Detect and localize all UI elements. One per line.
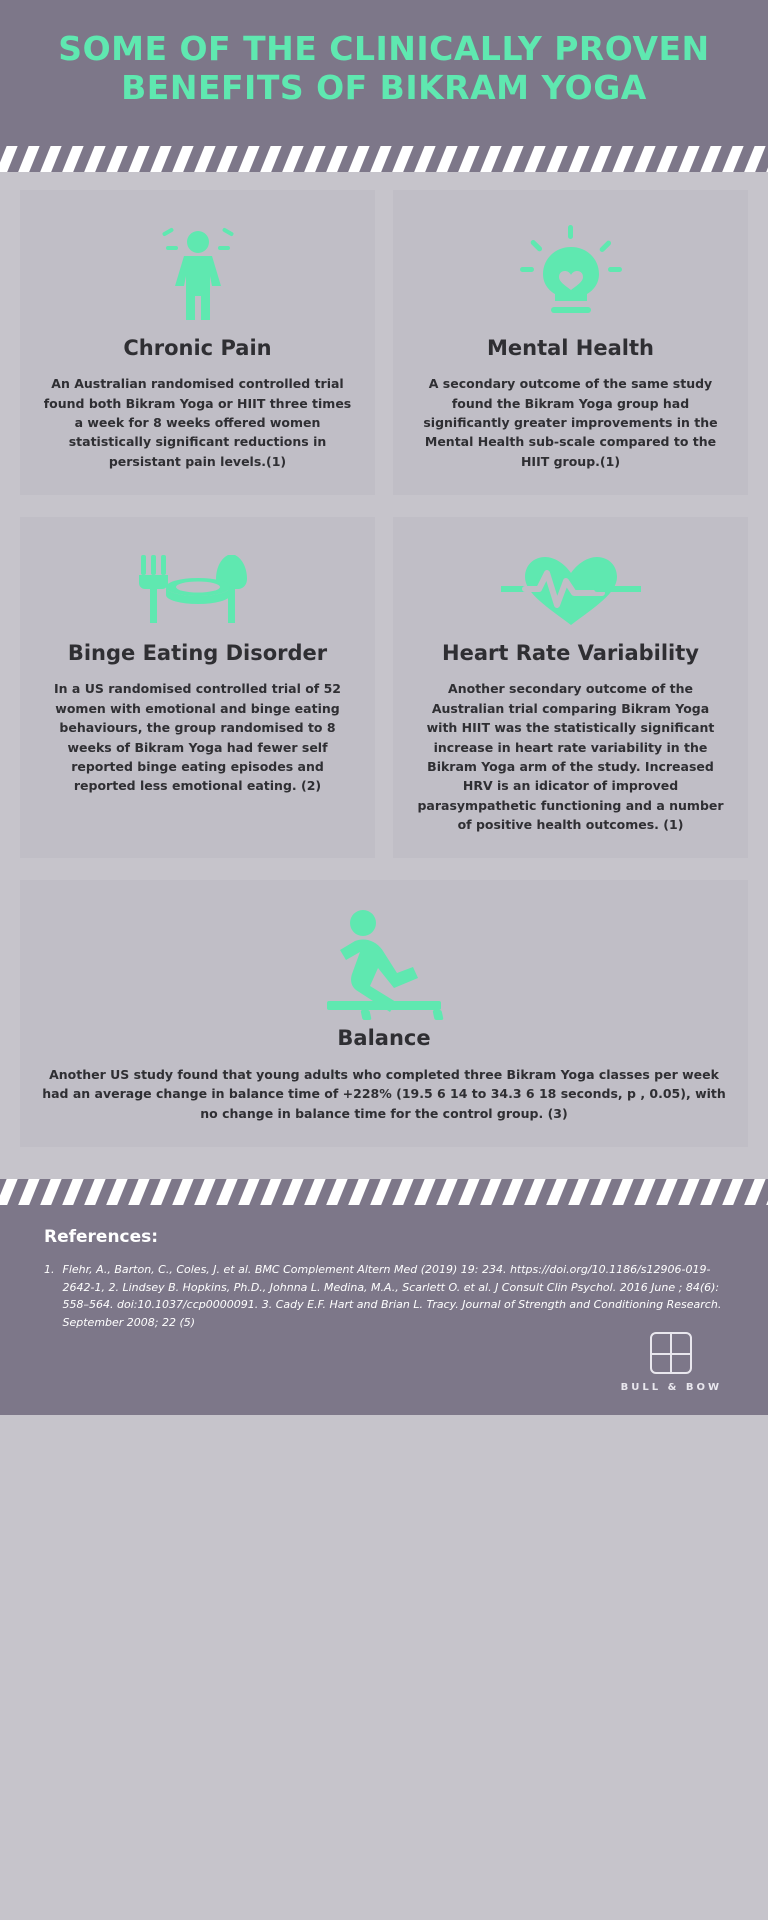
card-row-2 (20, 517, 748, 858)
zigzag-slash (662, 146, 692, 172)
zigzag-slash (684, 146, 714, 172)
zigzag-slash (244, 1179, 274, 1205)
zigzag-slash (178, 146, 208, 172)
zigzag-slash (310, 146, 340, 172)
zigzag-slash (464, 146, 494, 172)
zigzag-slash (266, 146, 296, 172)
person-balance-icon (42, 906, 726, 1024)
benefit-body: A secondary outcome of the same study found the Bikram Yoga group had significantly greater improvements in the Mental Health sub-scale compared to the HIIT group.(1) (423, 376, 718, 469)
zigzag-slash (486, 146, 516, 172)
zigzag-slash (2, 146, 32, 172)
zigzag-slash (178, 1179, 208, 1205)
zigzag-slash (46, 1179, 76, 1205)
bull-and-bow-mark-icon (650, 1332, 692, 1374)
card-row-1 (20, 190, 748, 495)
zigzag-slash (24, 1179, 54, 1205)
zigzag-slash (508, 146, 538, 172)
zigzag-slash (596, 1179, 626, 1205)
card-row-3 (20, 880, 748, 1146)
zigzag-slash (574, 146, 604, 172)
reference-list (44, 1261, 724, 1331)
zigzag-slash (376, 146, 406, 172)
benefit-title: Balance (337, 1026, 431, 1051)
benefit-card-balance (20, 880, 748, 1146)
heart-pulse-icon (415, 543, 726, 639)
benefit-title: Chronic Pain (123, 335, 272, 360)
zigzag-slash (728, 146, 758, 172)
zigzag-slash (134, 1179, 164, 1205)
zigzag-slash (640, 1179, 670, 1205)
zigzag-slash (24, 146, 54, 172)
head-heart-mental-health-icon (415, 216, 726, 334)
zigzag-divider-bottom (0, 1179, 768, 1205)
zigzag-slash (420, 1179, 450, 1205)
zigzag-slash (398, 1179, 428, 1205)
zigzag-slash (354, 146, 384, 172)
page-title: SOME OF THE CLINICALLY PROVEN BENEFITS OF BIKRAM YOGA (58, 29, 710, 107)
zigzag-slash (486, 1179, 516, 1205)
zigzag-slash (398, 146, 428, 172)
zigzag-slash (90, 1179, 120, 1205)
zigzag-slash (442, 1179, 472, 1205)
references-footer (0, 1205, 768, 1415)
zigzag-slash (684, 1179, 714, 1205)
zigzag-slash (46, 146, 76, 172)
benefit-body: An Australian randomised controlled trial found both Bikram Yoga or HIIT three times a week for 8 weeks offered women statistically significant reductions in persistant pain levels.(1) (43, 376, 352, 469)
zigzag-slash (442, 146, 472, 172)
zigzag-divider-top (0, 146, 768, 172)
zigzag-slash (420, 146, 450, 172)
benefit-body: Another US study found that young adults who completed three Bikram Yoga classes per week had an average change in balance time of +228% (19.5 6 14 to 34.3 6 18 seconds, p , 0.05), with no change in balance time for the control group. (3) (42, 1066, 726, 1121)
brand-name: BULL & BOW (620, 1381, 722, 1393)
zigzag-slash (68, 146, 98, 172)
zigzag-slash (112, 1179, 142, 1205)
zigzag-slash (706, 1179, 736, 1205)
zigzag-slash (90, 146, 120, 172)
benefit-body: Another secondary outcome of the Australian trial comparing Bikram Yoga with HIIT was the statistically significant increase in heart rate variability in the Bikram Yoga arm of the study. Increased HRV is an idicator of improved parasympathetic functioning and a number of positive health outcomes. (1) (417, 681, 724, 833)
zigzag-slash (332, 146, 362, 172)
benefit-title: Mental Health (487, 335, 654, 360)
zigzag-slash (530, 1179, 560, 1205)
benefit-title: Heart Rate Variability (442, 641, 699, 666)
infographic-header (0, 0, 768, 146)
zigzag-slash (574, 1179, 604, 1205)
benefit-title: Binge Eating Disorder (67, 641, 328, 666)
zigzag-slash (156, 1179, 186, 1205)
zigzag-slash (332, 1179, 362, 1205)
woman-chronic-pain-icon (42, 216, 353, 334)
zigzag-slash (134, 146, 164, 172)
zigzag-slash (222, 1179, 252, 1205)
benefit-card-chronic-pain (20, 190, 375, 495)
reference-number: 1. (44, 1262, 55, 1276)
zigzag-slash (464, 1179, 494, 1205)
benefit-card-hrv (393, 517, 748, 858)
zigzag-slash (662, 1179, 692, 1205)
zigzag-slash (530, 146, 560, 172)
zigzag-slash (640, 146, 670, 172)
zigzag-slash (618, 1179, 648, 1205)
zigzag-slash (200, 1179, 230, 1205)
zigzag-slash (618, 146, 648, 172)
zigzag-slash (288, 146, 318, 172)
zigzag-slash (266, 1179, 296, 1205)
plate-fork-knife-icon (42, 543, 353, 639)
zigzag-slash (552, 146, 582, 172)
zigzag-slash (2, 1179, 32, 1205)
zigzag-slash (354, 1179, 384, 1205)
zigzag-slash (156, 146, 186, 172)
zigzag-slash (596, 146, 626, 172)
zigzag-slash (508, 1179, 538, 1205)
zigzag-slash (310, 1179, 340, 1205)
reference-text: Flehr, A., Barton, C., Coles, J. et al. BMC Complement Altern Med (2019) 19: 234. https://doi.org/10.1186/s12906-019-2642-1, 2. Lindsey B. Hopkins, Ph.D., Johnna L. Medina, M.A., Scarlett O. et al. J Consult Clin Psychol. 2016 June ; 84(6): 558–564. doi:10.1037/ccp0000091. 3. Cady E.F. Hart and Brian L. Tracy. Journal of Strength and Conditioning Research. September 2008; 22 (5) (62, 1262, 722, 1329)
benefit-card-binge-eating (20, 517, 375, 858)
zigzag-slash (68, 1179, 98, 1205)
zigzag-slash (288, 1179, 318, 1205)
zigzag-slash (552, 1179, 582, 1205)
brand-logo (621, 1332, 722, 1393)
zigzag-slash (728, 1179, 758, 1205)
benefit-body: In a US randomised controlled trial of 52 women with emotional and binge eating behaviours, the group randomised to 8 weeks of Bikram Yoga had fewer self reported binge eating episodes and reported less emotional eating. (2) (54, 681, 341, 794)
zigzag-slash (706, 146, 736, 172)
benefits-grid (0, 172, 768, 1179)
zigzag-slash (200, 146, 230, 172)
zigzag-slash (376, 1179, 406, 1205)
zigzag-slash (244, 146, 274, 172)
zigzag-slash (222, 146, 252, 172)
references-heading: References: (44, 1226, 159, 1247)
benefit-card-mental-health (393, 190, 748, 495)
zigzag-slash (112, 146, 142, 172)
